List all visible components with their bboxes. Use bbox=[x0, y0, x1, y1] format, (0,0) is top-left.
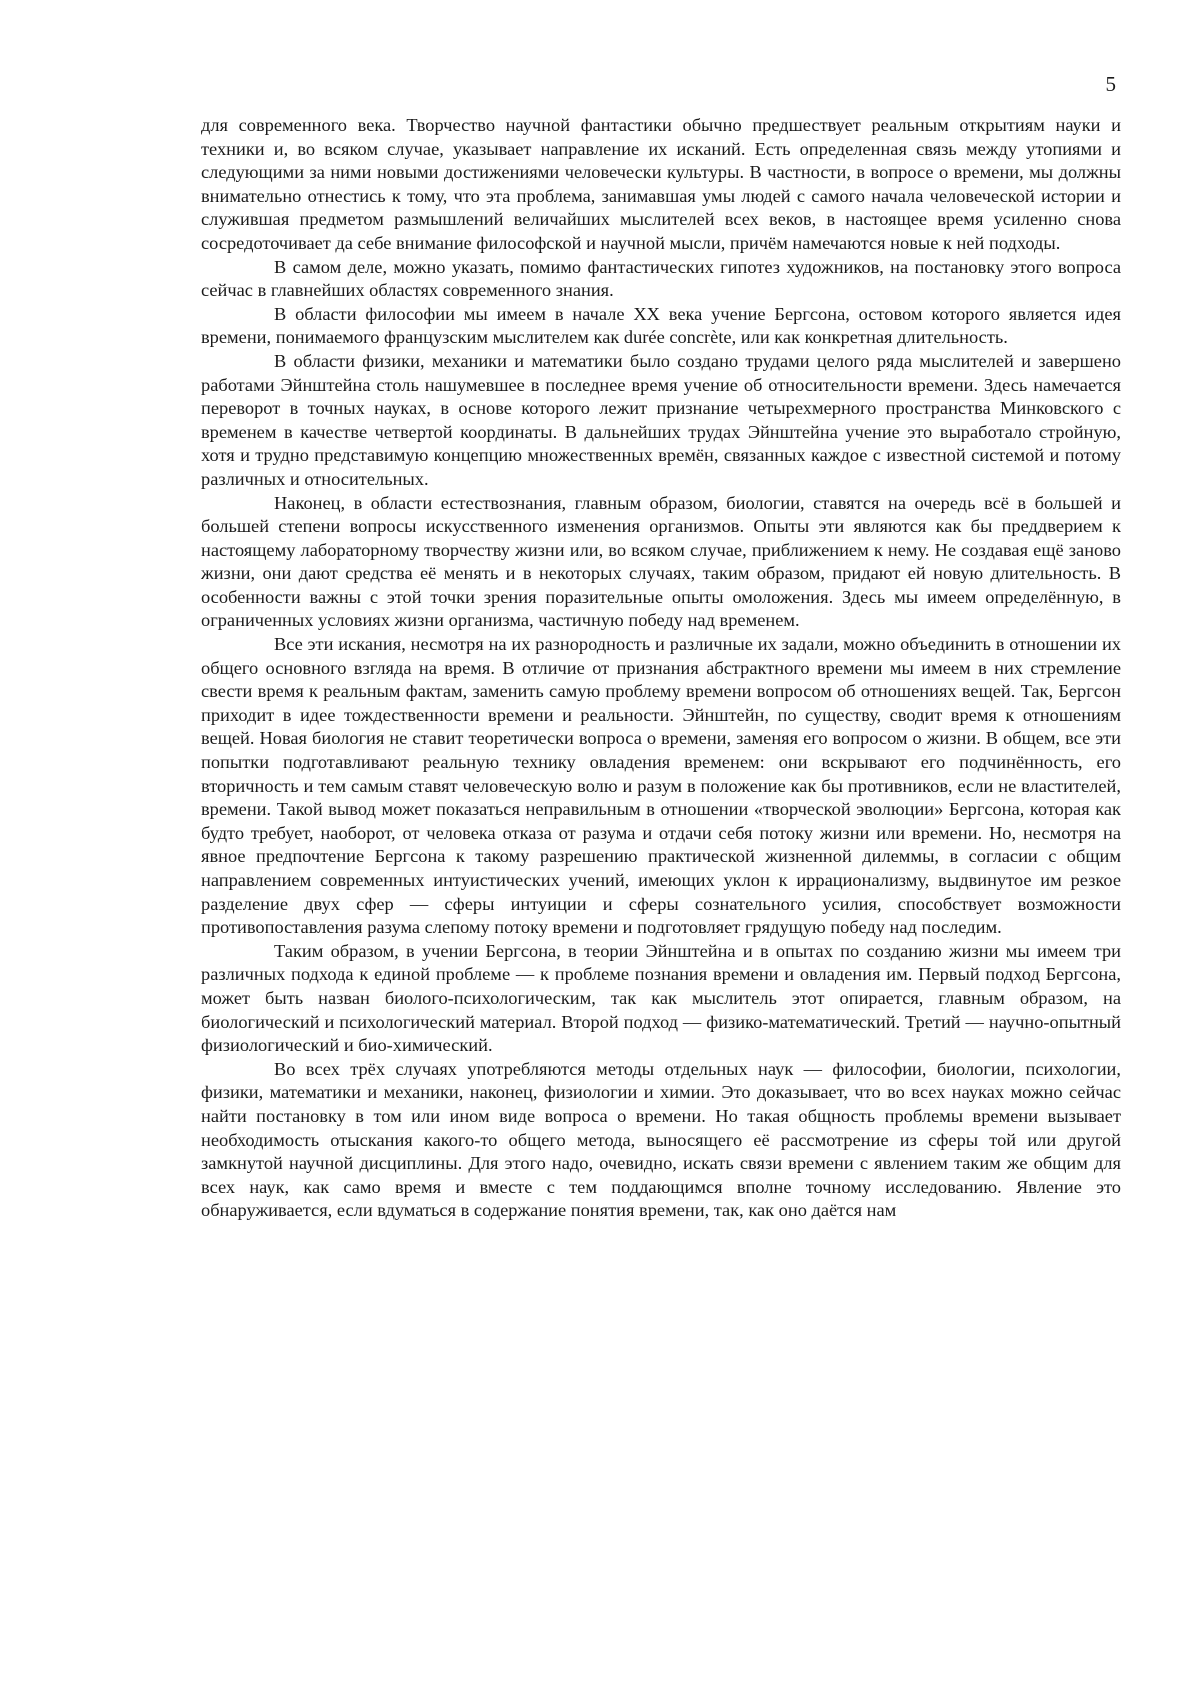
paragraph: Все эти искания, несмотря на их разнородность и различные их задали, можно объединить в отношении их общего основного взгляда на время. В отличие от признания абстрактного времени мы имеем в них стремление свести время к реальным фактам, заменить самую проблему времени вопросом об отношениях вещей. Так, Бергсон приходит в идее тождественности времени и реальности. Эйнштейн, по существу, сводит время к отношениям вещей. Новая биология не ставит теоретически вопроса о времени, заменяя его вопросом о жизни. В общем, все эти попытки подготавливают реальную технику овладения временем: они вскрывают его подчинённость, его вторичность и тем самым ставят человеческую волю и разум в положение как бы противников, если не властителей, времени. Такой вывод может показаться неправильным в отношении «творческой эволюции» Бергсона, которая как будто требует, наоборот, от человека отказа от разума и отдачи себя потоку жизни или времени. Но, несмотря на явное предпочтение Бергсона к такому разрешению практической жизненной дилеммы, в согласии с общим направлением современных интуистических учений, имеющих уклон к иррационализму, выдвинутое им резкое разделение двух сфер — сферы интуиции и сферы сознательного усилия, способствует возможности противопоставления разума слепому потоку времени и подготовляет грядущую победу над последим. bbox=[201, 634, 1121, 938]
paragraph: для современного века. Творчество научной фантастики обычно предшествует реальным открытиям науки и техники и, во всяком случае, указывает направление их исканий. Есть определенная связь между утопиями и следующими за ними новыми достижениями человечески культуры. В частности, в вопросе о времени, мы должны внимательно отнестись к тому, что эта проблема, занимавшая умы людей с самого начала человеческой истории и служившая предметом размышлений величайших мыслителей всех веков, в настоящее время усиленно снова сосредоточивает да себе внимание философской и научной мысли, причём намечаются новые к ней подходы. bbox=[201, 115, 1121, 253]
paragraph: Таким образом, в учении Бергсона, в теории Эйнштейна и в опытах по созданию жизни мы имеем три различных подхода к единой проблеме — к проблеме познания времени и овладения им. Первый подход Бергсона, может быть назван биолого-психологическим, так как мыслитель этот опирается, главным образом, на биологический и психологический материал. Второй подход — физико-математический. Третий — научно-опытный физиологический и био-химический. bbox=[201, 940, 1121, 1056]
paragraph: Во всех трёх случаях употребляются методы отдельных наук — философии, биологии, психологии, физики, математики и механики, наконец, физиологии и химии. Это доказывает, что во всех науках можно сейчас найти постановку в том или ином виде вопроса о времени. Но такая общность проблемы времени вызывает необходимость отыскания какого-то общего метода, выносящего её рассмотрение из сферы той или другой замкнутой научной дисциплины. Для этого надо, очевидно, искать связи времени с явлением таким же общим для всех наук, как само время и вместе с тем поддающимся вполне точному исследованию. Явление это обнаруживается, если вдуматься в содержание понятия времени, так, как оно даётся нам bbox=[201, 1058, 1121, 1221]
paragraph: Наконец, в области естествознания, главным образом, биологии, ставятся на очередь всё в большей и большей степени вопросы искусственного изменения организмов. Опыты эти являются как бы преддверием к настоящему лабораторному творчеству жизни или, во всяком случае, приближением к нему. Не создавая ещё заново жизни, они дают средства её менять и в некоторых случаях, таким образом, придают ей новую длительность. В особенности важны с этой точки зрения поразительные опыты омоложения. Здесь мы имеем определённую, в ограниченных условиях жизни организма, частичную победу над временем. bbox=[201, 492, 1121, 631]
page-number: 5 bbox=[1105, 72, 1116, 96]
document-body bbox=[201, 114, 1121, 1223]
paragraph: В области физики, механики и математики было создано трудами целого ряда мыслителей и завершено работами Эйнштейна столь нашумевшее в последнее время учение об относительности времени. Здесь намечается переворот в точных науках, в основе которого лежит признание четырехмерного пространства Минковского с временем в качестве четвертой координаты. В дальнейших трудах Эйнштейна учение это выработало стройную, хотя и трудно представимую концепцию множественных времён, связанных каждое с известной системой и потому различных и относительных. bbox=[201, 350, 1121, 489]
paragraph: В области философии мы имеем в начале XX века учение Бергсона, остовом которого является идея времени, понимаемого французским мыслителем как durée concrète, или как конкретная длительность. bbox=[201, 303, 1121, 348]
paragraph: В самом деле, можно указать, помимо фантастических гипотез художников, на постановку этого вопроса сейчас в главнейших областях современного знания. bbox=[201, 256, 1121, 301]
